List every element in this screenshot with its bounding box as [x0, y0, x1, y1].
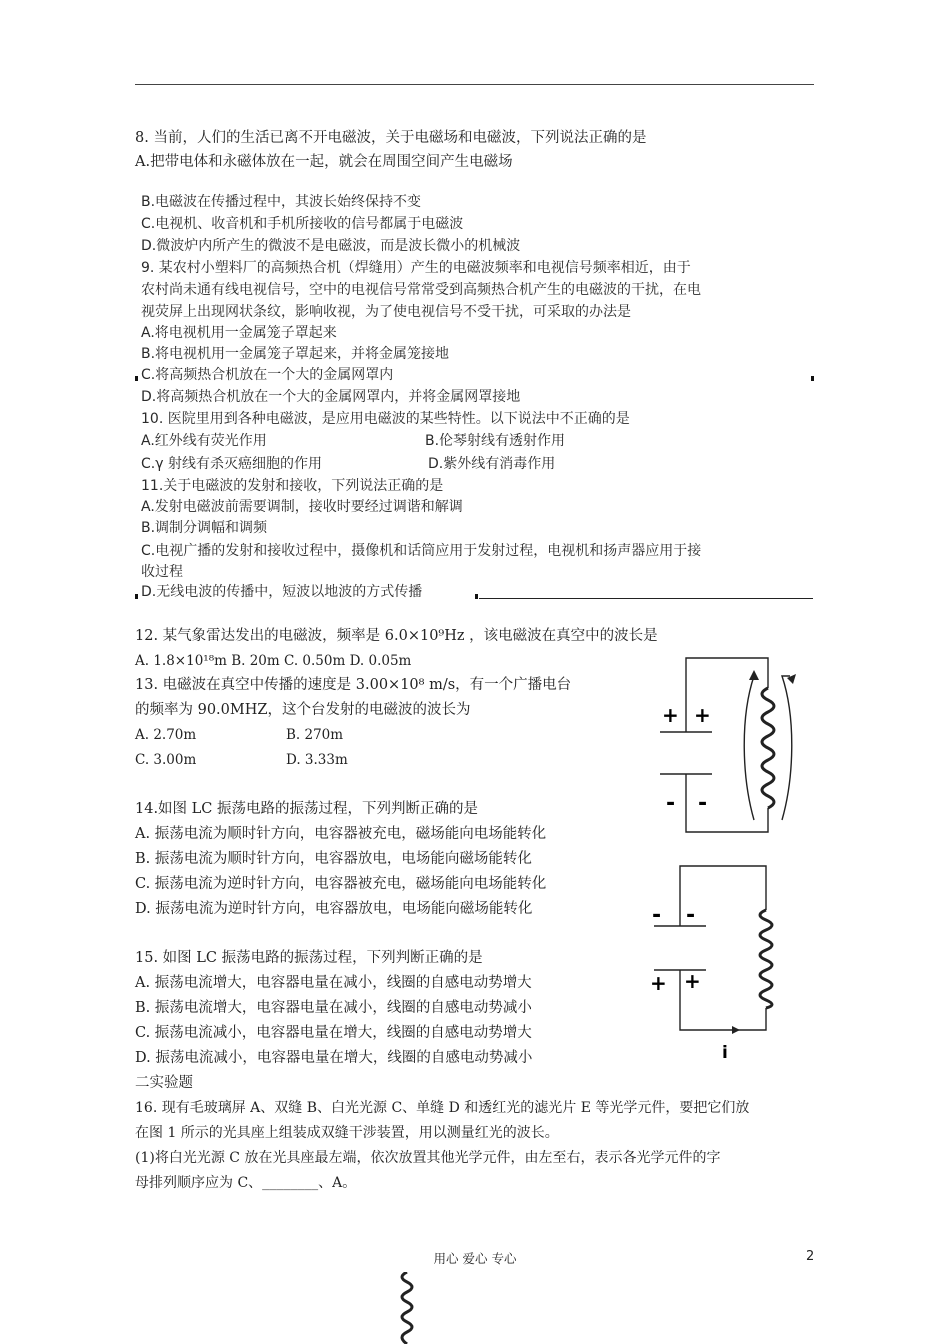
section-mark: [135, 376, 138, 381]
q8-option-a: A.把带电体和永磁体放在一起，就会在周围空间产生电磁场: [135, 154, 513, 170]
q15-stem: 15. 如图 LC 振荡电路的振荡过程，下列判断正确的是: [135, 950, 483, 966]
q9-stem-line1: 9. 某农村小塑料厂的高频热合机（焊缝用）产生的电磁波频率和电视信号频率相近，由于: [141, 260, 691, 276]
capacitor-plus-sign: +: [662, 703, 679, 727]
q8-option-d: D.微波炉内所产生的微波不是电磁波，而是波长微小的机械波: [141, 238, 521, 254]
q11-option-c-line2: 收过程: [141, 564, 183, 580]
q13-stem-line1: 13. 电磁波在真空中传播的速度是 3.00×10⁸ m/s，有一个广播电台: [135, 677, 572, 693]
q12-stem: 12. 某气象雷达发出的电磁波，频率是 6.0×10⁹Hz ，该电磁波在真空中的波长是: [135, 628, 658, 644]
capacitor-plus-sign: +: [650, 971, 667, 995]
q16-line4: 母排列顺序应为 C、________、A。: [135, 1175, 357, 1191]
q8-stem: 8. 当前，人们的生活已离不开电磁波，关于电磁场和电磁波，下列说法正确的是: [135, 130, 647, 146]
arrow-up-icon: [749, 670, 759, 680]
section-mark: [811, 376, 814, 381]
q15-option-a: A. 振荡电流增大，电容器电量在减小，线圈的自感电动势增大: [135, 975, 532, 991]
capacitor-minus-sign: -: [666, 791, 676, 816]
capacitor-minus-sign: -: [652, 903, 662, 928]
section-heading: 二实验题: [135, 1075, 193, 1091]
q9-option-b: B.将电视机用一金属笼子罩起来，并将金属笼接地: [141, 346, 450, 362]
q14-option-a: A. 振荡电流为顺时针方向，电容器被充电，磁场能向电场能转化: [135, 826, 547, 842]
q12-options: A. 1.8×10¹⁸m B. 20m C. 0.50m D. 0.05m: [135, 653, 412, 669]
q9-option-a: A.将电视机用一金属笼子罩起来: [141, 325, 337, 341]
q13-stem-line2: 的频率为 90.0MHZ，这个台发射的电磁波的波长为: [135, 702, 471, 718]
q11-option-d: D.无线电波的传播中，短波以地波的方式传播: [141, 584, 423, 600]
q11-option-b: B.调制分调幅和调频: [141, 520, 268, 536]
header-rule: [135, 84, 814, 85]
q10-option-c: C.γ 射线有杀灭癌细胞的作用: [141, 456, 322, 472]
current-label: i: [722, 1043, 728, 1063]
q13-option-d: D. 3.33m: [286, 752, 348, 768]
q16-line3: (1)将白光光源 C 放在光具座最左端，依次放置其他光学元件，由左至右，表示各光学元件的字: [135, 1150, 721, 1166]
page-footer: 用心 爱心 专心: [433, 1251, 517, 1266]
q14-option-c: C. 振荡电流为逆时针方向，电容器被充电，磁场能向电场能转化: [135, 876, 547, 892]
q8-option-b: B.电磁波在传播过程中，其波长始终保持不变: [141, 194, 422, 210]
coil-icon: [392, 1272, 422, 1344]
q9-stem-line3: 视荧屏上出现网状条纹，影响收视，为了使电视信号不受干扰，可采取的办法是: [141, 304, 631, 320]
q9-stem-line2: 农村尚未通有线电视信号，空中的电视信号常常受到高频热合机产生的电磁波的干扰，在电: [141, 282, 701, 298]
current-arrow-icon: [732, 1026, 740, 1034]
q10-option-a: A.红外线有荧光作用: [141, 433, 267, 449]
capacitor-plus-sign: +: [694, 703, 711, 727]
q9-option-c: C.将高频热合机放在一个大的金属网罩内: [141, 367, 394, 383]
section-mark: [135, 594, 138, 599]
q14-option-d: D. 振荡电流为逆时针方向，电容器放电，电场能向磁场能转化: [135, 901, 533, 917]
q11-option-c-line1: C.电视广播的发射和接收过程中，摄像机和话筒应用于发射过程，电视机和扬声器应用于接: [141, 543, 702, 559]
q14-stem: 14.如图 LC 振荡电路的振荡过程，下列判断正确的是: [135, 801, 478, 817]
q13-option-a: A. 2.70m: [135, 727, 197, 743]
q15-option-b: B. 振荡电流增大，电容器电量在减小，线圈的自感电动势减小: [135, 1000, 532, 1016]
q15-option-c: C. 振荡电流减小，电容器电量在增大，线圈的自感电动势增大: [135, 1025, 532, 1041]
q13-option-b: B. 270m: [286, 727, 344, 743]
lc-circuit-figure-1: [650, 648, 810, 838]
coil-icon: [762, 688, 774, 808]
q14-option-b: B. 振荡电流为顺时针方向，电容器放电，电场能向磁场能转化: [135, 851, 532, 867]
magnetic-field-line: [744, 676, 754, 820]
q11-option-a: A.发射电磁波前需要调制，接收时要经过调谐和解调: [141, 499, 463, 515]
capacitor-minus-sign: -: [686, 903, 696, 928]
q11-stem: 11.关于电磁波的发射和接收，下列说法正确的是: [141, 478, 444, 494]
q9-option-d: D.将高频热合机放在一个大的金属网罩内，并将金属网罩接地: [141, 389, 521, 405]
page-number: 2: [806, 1249, 815, 1264]
capacitor-minus-sign: -: [698, 791, 708, 816]
q10-option-b: B.伦琴射线有透射作用: [425, 433, 566, 449]
q13-option-c: C. 3.00m: [135, 752, 197, 768]
lc-circuit-figure-2: [640, 858, 780, 1068]
section-mark: [475, 594, 478, 599]
q8-option-c: C.电视机、收音机和手机所接收的信号都属于电磁波: [141, 216, 464, 232]
q10-stem: 10. 医院里用到各种电磁波，是应用电磁波的某些特性。以下说法中不正确的是: [141, 411, 630, 427]
magnetic-field-line: [782, 676, 792, 820]
q10-option-d: D.紫外线有消毒作用: [428, 456, 556, 472]
coil-icon: [760, 910, 772, 1008]
section-rule: [479, 598, 813, 599]
q16-line1: 16. 现有毛玻璃屏 A、双缝 B、白光光源 C、单缝 D 和透红光的滤光片 E 等光学元件，要把它们放: [135, 1100, 750, 1116]
q15-option-d: D. 振荡电流减小，电容器电量在增大，线圈的自感电动势减小: [135, 1050, 533, 1066]
capacitor-plus-sign: +: [684, 969, 701, 993]
q16-line2: 在图 1 所示的光具座上组装成双缝干涉装置，用以测量红光的波长。: [135, 1125, 559, 1141]
